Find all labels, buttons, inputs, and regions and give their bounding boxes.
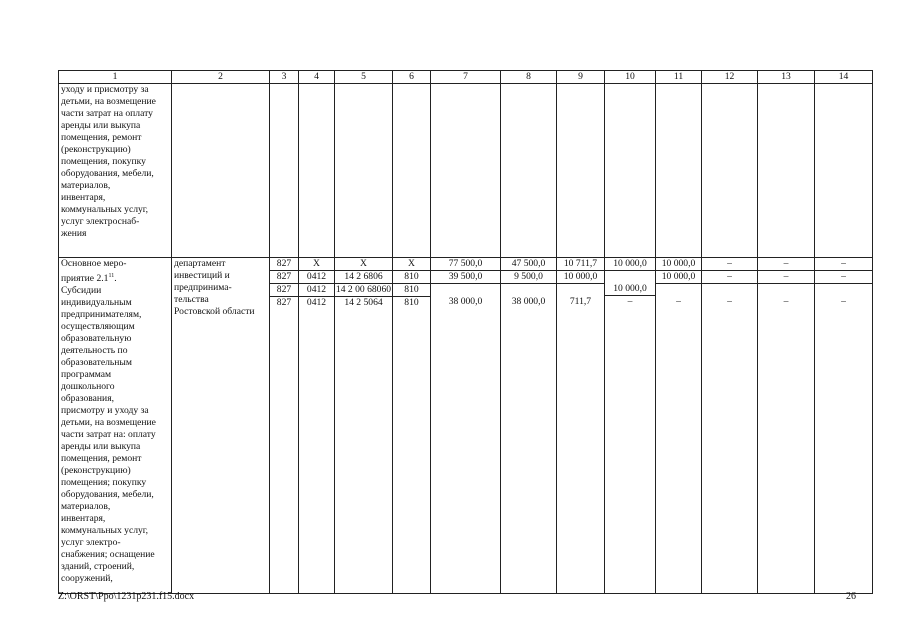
table-row [59, 258, 873, 594]
col-header: 11 [656, 71, 702, 84]
col-header: 10 [605, 71, 656, 84]
col-9-values: 10 711,7 10 000,0 711,7 [557, 258, 605, 594]
responsible-executor: департамент инвестиций и предпринима- тельства Ростовской области [172, 258, 270, 594]
col-11-values: 10 000,0 10 000,0 – [656, 258, 702, 594]
col-header: 6 [393, 71, 431, 84]
col-7-values: 77 500,0 39 500,0 38 000,0 [431, 258, 501, 594]
col-header: 2 [172, 71, 270, 84]
col-10-values: 10 000,0 10 000,0 – [605, 258, 656, 594]
col-header: 13 [758, 71, 815, 84]
footer-file-path: Z:\ORST\Ppo\1231p231.f15.docx [58, 591, 195, 602]
col-12-values: – – – [702, 258, 758, 594]
column-number-row [59, 71, 873, 84]
col-6-values: X 810 810 810 [393, 258, 431, 594]
col-3-values: 827 827 827 827 [270, 258, 299, 594]
col-header: 8 [501, 71, 557, 84]
col-5-values: X 14 2 6806 14 2 00 68060 14 2 5064 [335, 258, 393, 594]
col-14-values: – – – [815, 258, 873, 594]
col-header: 14 [815, 71, 873, 84]
footnote-mark: 11 [108, 273, 115, 279]
col-header: 1 [59, 71, 172, 84]
col-header: 4 [299, 71, 335, 84]
row-description: Основное меро- приятие $2.1^{11}$. Субсидии индивидуальным предпринимателям, осуществляющим образовательную деятельность по образовательным программам дошкольного образования, присмотру и уходу за детьми, на возмещение части затрат на: оплату аренды или выкупа помещения, ремонт (реконструкцию) помещения; покупку оборудования, мебели, материалов, инвентаря, коммунальных услуг, услуг электро- снабжения; оснащение зданий, строений, сооружений, [59, 258, 172, 594]
page-number: 26 [846, 591, 856, 602]
col-8-values: 47 500,0 9 500,0 38 000,0 [501, 258, 557, 594]
col-13-values: – – – [758, 258, 815, 594]
col-4-values: X 0412 0412 0412 [299, 258, 335, 594]
col-header: 9 [557, 71, 605, 84]
row-description: уходу и присмотру за детьми, на возмещение части затрат на оплату аренды или выкупа помещения, ремонт (реконструкцию) помещения, покупку оборудования, мебели, материалов, инвентаря, коммунальных услуг, услуг электроснаб- жения [59, 84, 172, 258]
col-header: 7 [431, 71, 501, 84]
col-header: 12 [702, 71, 758, 84]
col-header: 5 [335, 71, 393, 84]
col-header: 3 [270, 71, 299, 84]
data-table [58, 70, 873, 594]
table-row [59, 84, 873, 258]
